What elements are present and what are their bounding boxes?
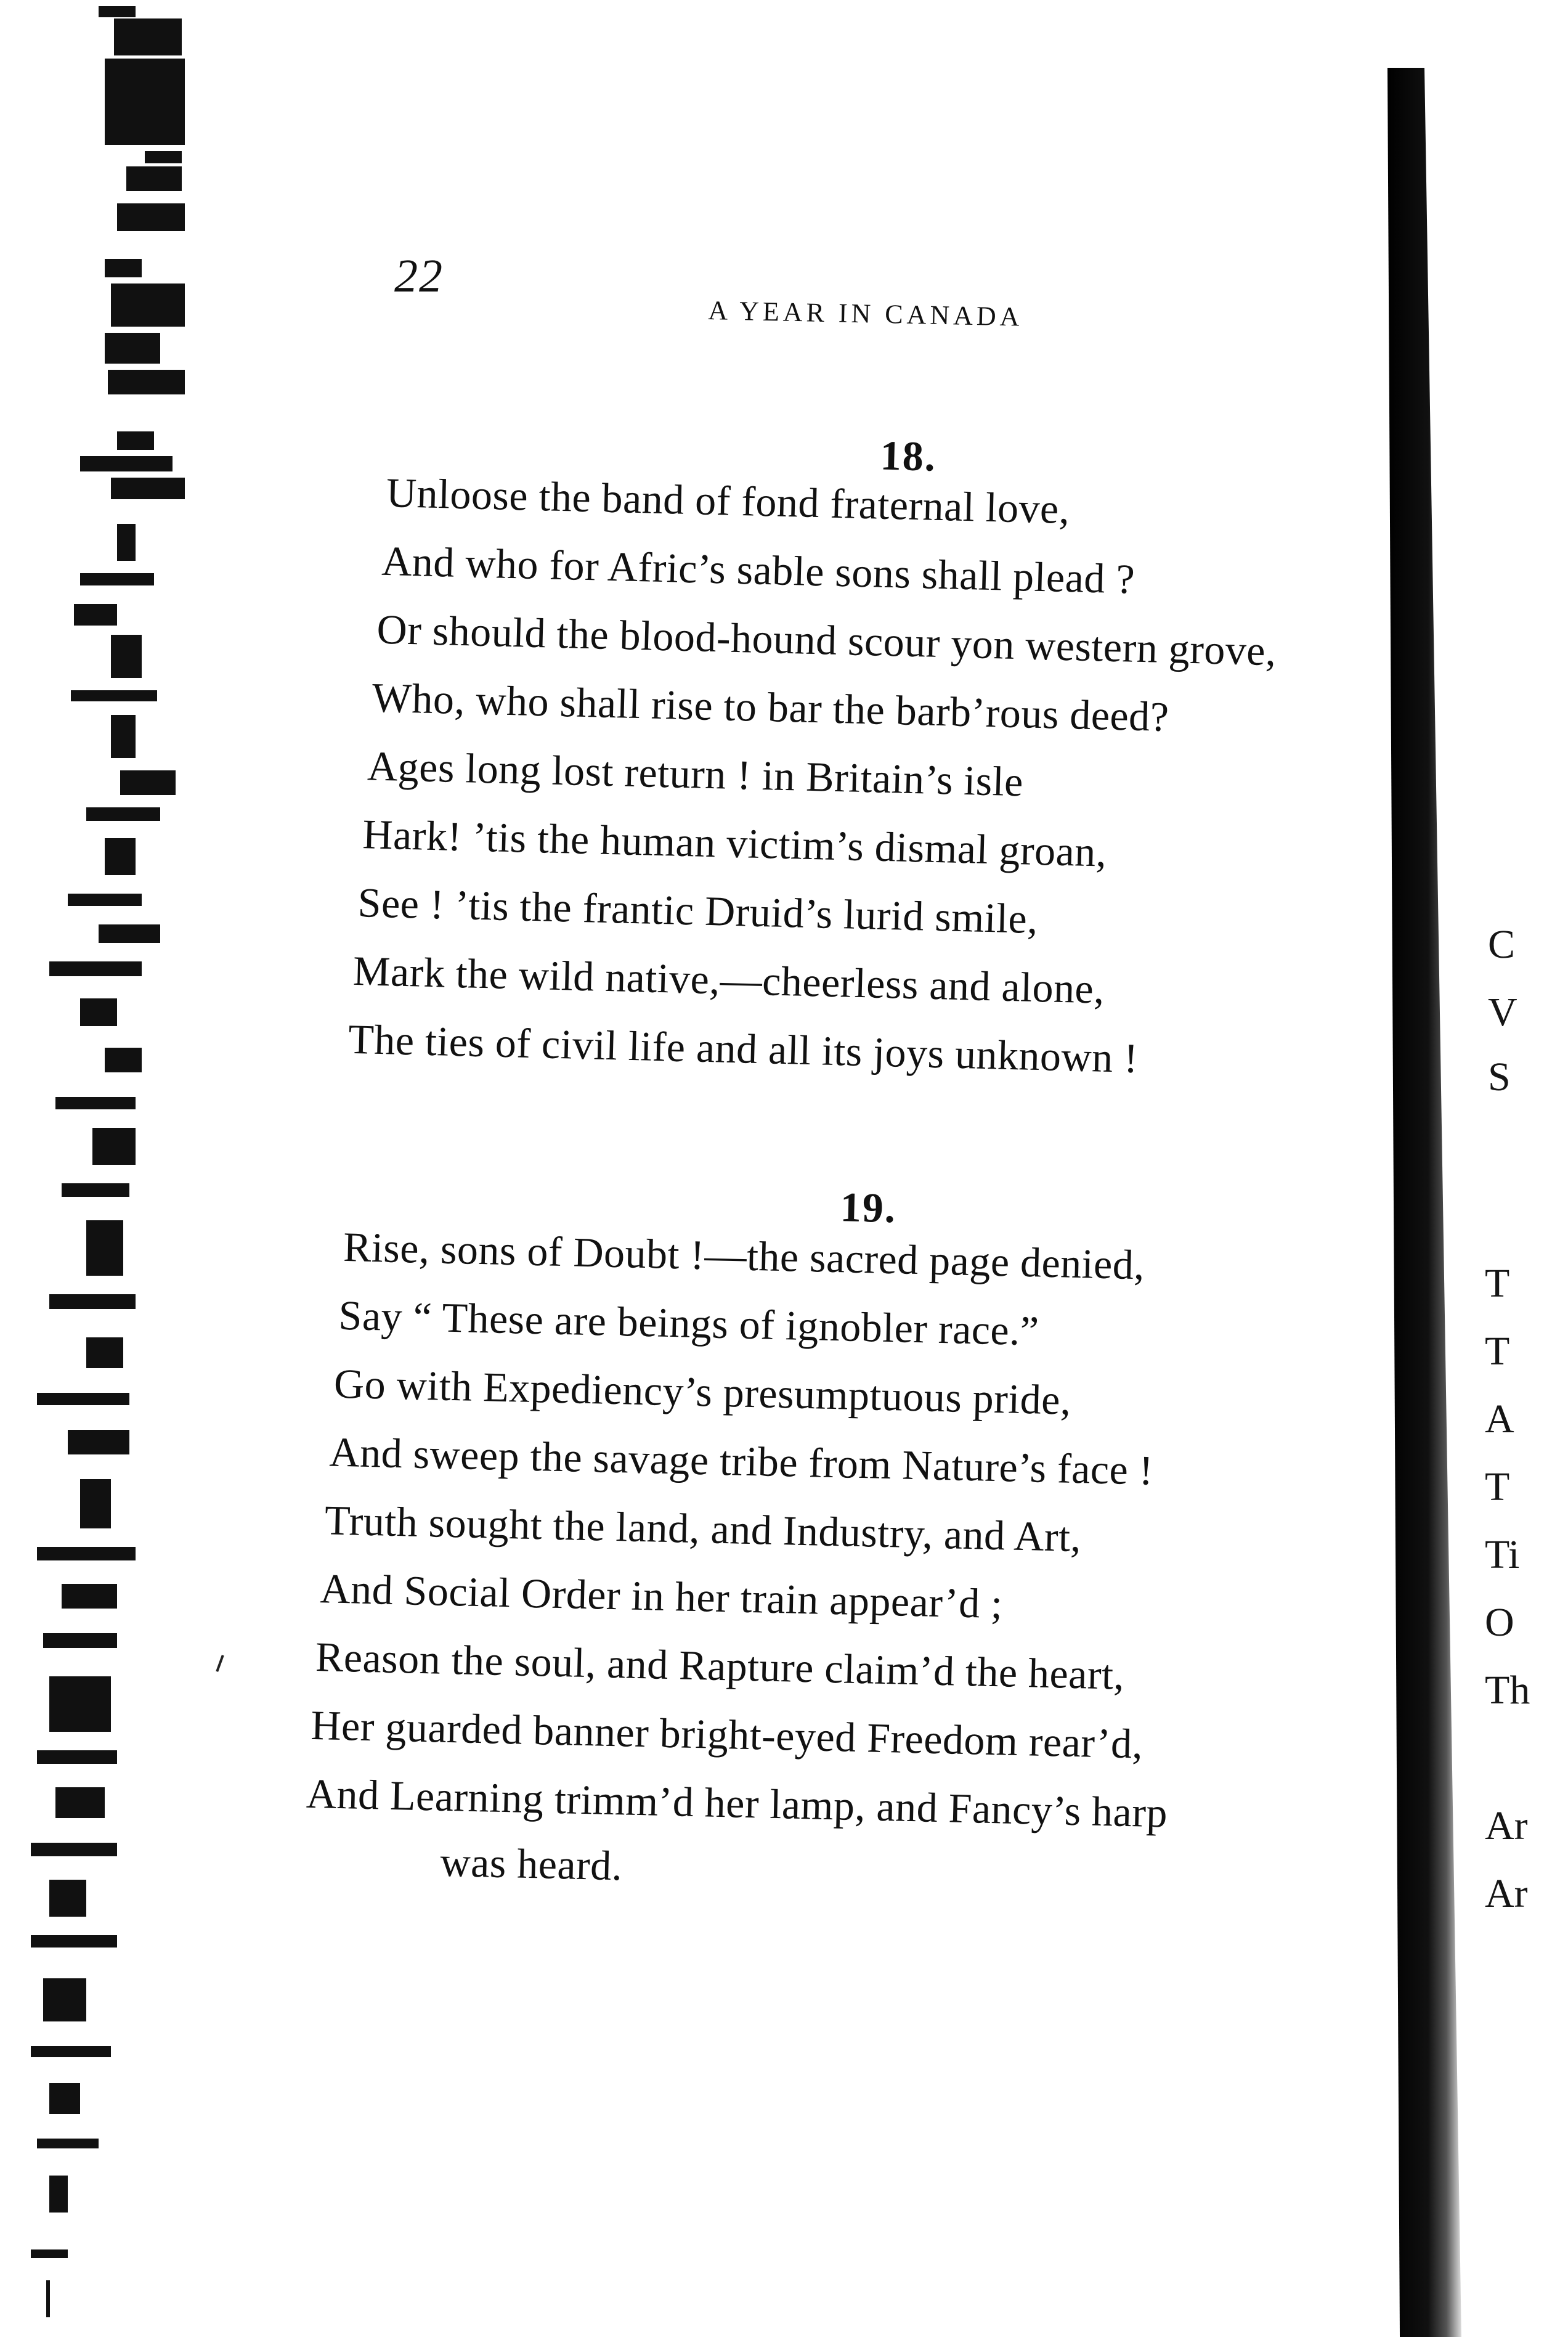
- verse-line: Her guarded banner bright-eyed Freedom rear’d,: [310, 1701, 1144, 1768]
- facing-fragment: Th: [1485, 1668, 1530, 1713]
- page-header: [0, 0, 1568, 370]
- verse-line: Unloose the band of fond fraternal love,: [386, 468, 1071, 533]
- facing-fragment: S: [1488, 1054, 1511, 1099]
- stanza-number: 19.: [840, 1183, 897, 1232]
- verse-line: Who, who shall rise to bar the barb’rous deed?: [372, 674, 1170, 741]
- stanza-number: 18.: [879, 431, 937, 480]
- verse-line: See ! ’tis the frantic Druid’s lurid smile,: [357, 879, 1039, 943]
- verse-line: And who for Afric’s sable sons shall plead ?: [381, 537, 1136, 603]
- verse-line: Say “ These are beings of ignobler race.”: [338, 1291, 1040, 1355]
- facing-fragment: Ar: [1485, 1803, 1528, 1848]
- verse-line: Go with Expediency’s presumptuous pride,: [333, 1360, 1072, 1424]
- verse-line: Mark the wild native,—cheerless and alone,: [352, 947, 1105, 1013]
- facing-fragment: Ar: [1485, 1871, 1528, 1916]
- facing-fragment: Ti: [1485, 1532, 1520, 1577]
- verse-line: And Learning trimm’d her lamp, and Fancy’s harp: [306, 1769, 1168, 1837]
- verse-line: Hark! ’tis the human victim’s dismal groan,: [362, 810, 1108, 876]
- verse-line: Rise, sons of Doubt !—the sacred page denied,: [343, 1223, 1145, 1289]
- verse-line: Or should the blood-hound scour yon western grove,: [376, 605, 1277, 675]
- running-title: A YEAR IN CANADA: [707, 295, 1024, 332]
- facing-fragment: T: [1485, 1261, 1510, 1306]
- verse-line: Ages long lost return ! in Britain’s isle: [367, 742, 1024, 806]
- facing-fragment: O: [1485, 1600, 1514, 1645]
- facing-fragment: V: [1488, 990, 1517, 1035]
- facing-fragment: C: [1488, 922, 1516, 967]
- stray-mark: [216, 1655, 224, 1672]
- facing-fragment: A: [1485, 1397, 1514, 1442]
- facing-page-edge: [1482, 0, 1568, 2337]
- facing-fragment: T: [1485, 1464, 1510, 1509]
- verse-line: was heard.: [439, 1838, 624, 1890]
- verse-line: The ties of civil life and all its joys unknown !: [347, 1015, 1139, 1082]
- verse-line: And sweep the savage tribe from Nature’s face !: [328, 1428, 1154, 1494]
- binding-edge: [1387, 68, 1461, 2337]
- page-number: 22: [394, 250, 444, 302]
- facing-fragment: T: [1485, 1329, 1510, 1374]
- verse-line: And Social Order in her train appear’d ;: [319, 1565, 1004, 1628]
- verse-line: Reason the soul, and Rapture claim’d the heart,: [315, 1633, 1125, 1699]
- verse-line: Truth sought the land, and Industry, and Art,: [324, 1496, 1082, 1561]
